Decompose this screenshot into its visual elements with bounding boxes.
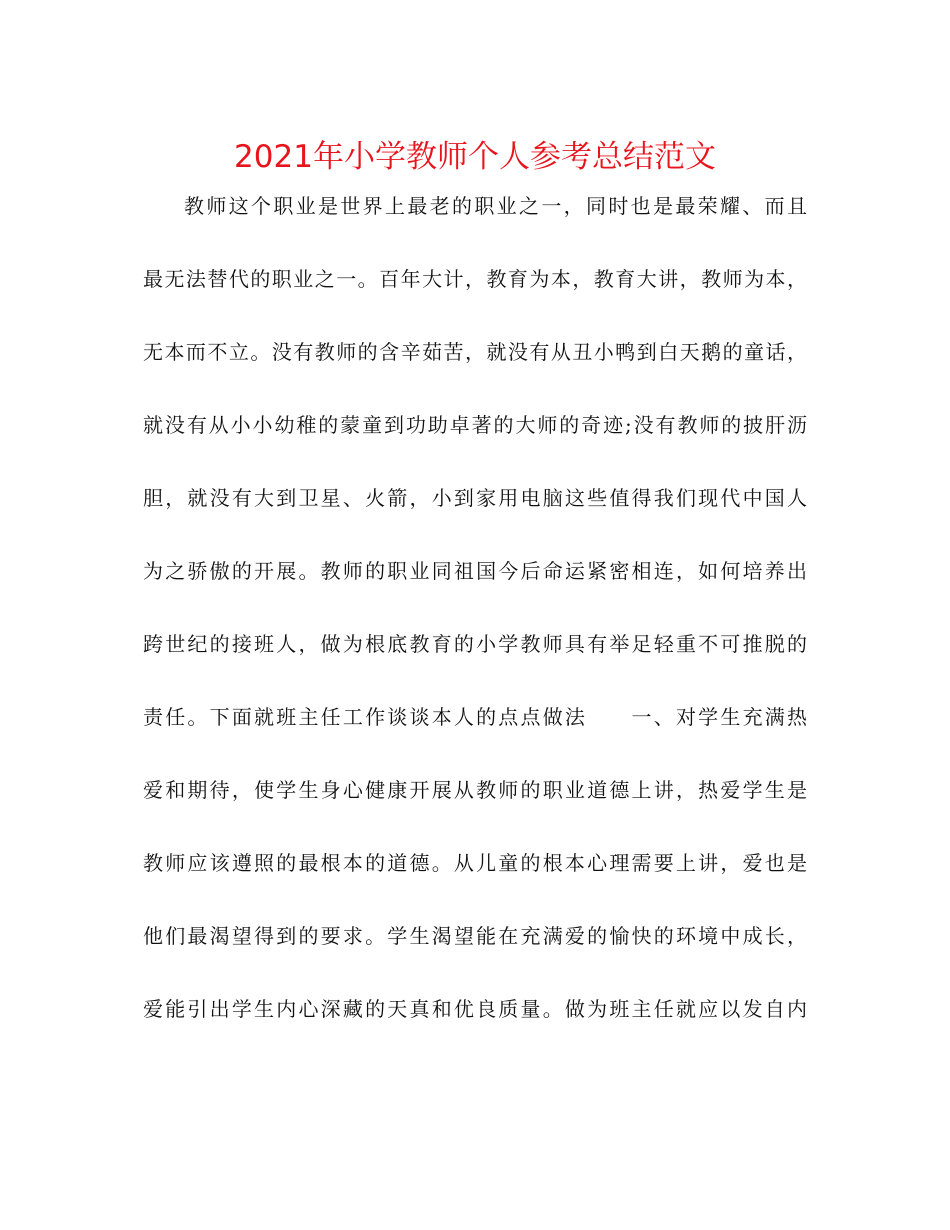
paragraph-line: 爱和期待，使学生身心健康开展从教师的职业道德上讲，热爱学生是 bbox=[143, 778, 807, 802]
paragraph-line: 为之骄傲的开展。教师的职业同祖国今后命运紧密相连，如何培养出 bbox=[143, 559, 807, 583]
paragraph-line: 跨世纪的接班人，做为根底教育的小学教师具有举足轻重不可推脱的 bbox=[143, 632, 807, 656]
paragraph-line: 就没有从小小幼稚的蒙童到功助卓著的大师的奇迹;没有教师的披肝沥 bbox=[143, 413, 807, 437]
paragraph-line: 教师应该遵照的最根本的道德。从儿童的根本心理需要上讲，爱也是 bbox=[143, 851, 807, 875]
paragraph-line: 责任。下面就班主任工作谈谈本人的点点做法 一、对学生充满热 bbox=[143, 705, 807, 729]
paragraph-line: 胆，就没有大到卫星、火箭，小到家用电脑这些值得我们现代中国人 bbox=[143, 486, 807, 510]
paragraph-line: 无本而不立。没有教师的含辛茹苦，就没有从丑小鸭到白天鹅的童话， bbox=[143, 340, 807, 364]
paragraph-line: 爱能引出学生内心深藏的天真和优良质量。做为班主任就应以发自内 bbox=[143, 997, 807, 1021]
paragraph-line: 教师这个职业是世界上最老的职业之一，同时也是最荣耀、而且 bbox=[184, 194, 807, 218]
document-title: 2021年小学教师个人参考总结范文 bbox=[234, 139, 716, 175]
paragraph-line: 他们最渴望得到的要求。学生渴望能在充满爱的愉快的环境中成长， bbox=[143, 924, 807, 948]
paragraph-line: 最无法替代的职业之一。百年大计，教育为本，教育大讲，教师为本， bbox=[143, 267, 807, 291]
